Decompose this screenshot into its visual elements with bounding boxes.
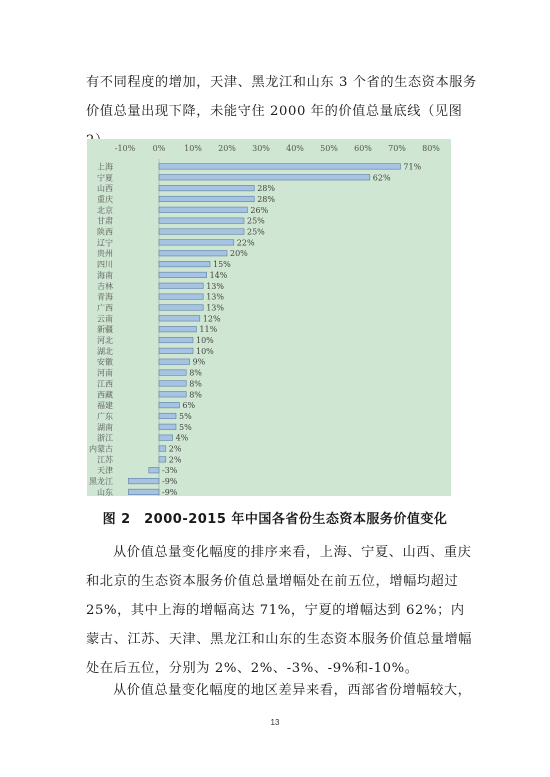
data-label: 20% — [230, 249, 248, 259]
body-paragraph-1: 从价值总量变化幅度的排序来看，上海、宁夏、山西、重庆和北京的生态资本服务价值总量增幅处在前五位，增幅均超过 25%，其中上海的增幅高达 71%，宁夏的增幅达到 62%；内蒙古、江苏、天津、黑龙江和山东的生态资本服务价值总量增幅处在后五位，分别为 2%、2%、-3%、-9%和-10%。 — [86, 545, 473, 676]
category-label: 福建 — [97, 401, 113, 411]
bar — [159, 185, 254, 191]
data-label: 2% — [168, 444, 182, 454]
x-tick-label: 70% — [388, 144, 406, 153]
category-label: 海南 — [97, 270, 113, 280]
category-label: 浙江 — [97, 433, 113, 443]
data-label: 8% — [189, 368, 202, 378]
bar — [159, 305, 203, 311]
category-label: 上海 — [97, 162, 113, 172]
bar — [159, 294, 203, 300]
bar — [159, 402, 179, 408]
category-label: 河北 — [97, 336, 113, 346]
bar — [159, 446, 166, 452]
bar — [159, 413, 176, 419]
bar — [159, 348, 193, 354]
figure-caption: 图 2 2000-2015 年中国各省份生态资本服务价值变化 — [102, 512, 448, 527]
bar — [159, 207, 247, 213]
category-label: 陕西 — [97, 227, 113, 237]
data-label: 28% — [257, 194, 275, 204]
bar — [159, 370, 186, 376]
data-label: 25% — [247, 227, 265, 237]
category-label: 内蒙古 — [89, 444, 113, 454]
x-tick-label: 0% — [152, 144, 166, 153]
category-label: 西藏 — [97, 390, 113, 400]
bar — [159, 272, 207, 278]
category-label: 天津 — [97, 466, 113, 476]
bar — [159, 337, 193, 343]
bar — [159, 326, 196, 332]
category-label: 河南 — [97, 368, 113, 378]
bar-chart — [87, 139, 451, 496]
category-label: 广西 — [97, 303, 113, 313]
bar — [128, 489, 159, 495]
data-label: -9% — [162, 487, 178, 496]
data-label: 12% — [202, 314, 221, 324]
data-label: 11% — [199, 325, 218, 335]
intro-line-1: 有不同程度的增加，天津、黑龙江和山东 3 个省的生态资本服务 — [86, 75, 477, 90]
x-tick-label: 60% — [354, 144, 372, 153]
category-label: 江苏 — [97, 455, 113, 465]
data-label: 8% — [189, 379, 202, 389]
data-label: 28% — [257, 184, 275, 194]
category-label: 新疆 — [97, 325, 113, 335]
data-label: 2% — [168, 455, 182, 465]
data-label: 8% — [189, 390, 202, 400]
data-label: 4% — [175, 433, 189, 443]
bar — [159, 218, 244, 224]
data-label: 62% — [372, 173, 391, 183]
category-label: 安徽 — [97, 357, 113, 367]
category-label: 湖北 — [97, 346, 113, 356]
category-label: 黑龙江 — [89, 477, 113, 487]
data-label: 15% — [213, 260, 231, 270]
data-label: 6% — [182, 401, 196, 411]
category-label: 广东 — [97, 411, 113, 421]
data-label: 22% — [236, 238, 255, 248]
category-label: 甘肃 — [97, 216, 113, 226]
bar — [159, 457, 166, 463]
page-number: 13 — [270, 718, 280, 727]
category-label: 贵州 — [97, 249, 113, 259]
data-label: 5% — [179, 411, 192, 421]
data-label: 25% — [247, 216, 265, 226]
bar — [159, 261, 210, 267]
bar — [128, 478, 159, 484]
bar — [159, 435, 173, 441]
x-tick-label: 30% — [252, 144, 270, 153]
category-label: 江西 — [97, 379, 113, 389]
bar-chart-svg — [87, 139, 451, 496]
data-label: 26% — [250, 205, 269, 215]
data-label: 10% — [196, 336, 214, 346]
bar — [159, 175, 370, 181]
data-label: 9% — [192, 357, 206, 367]
category-label: 吉林 — [97, 281, 113, 291]
bar — [159, 250, 227, 256]
category-label: 四川 — [97, 260, 113, 270]
bar — [159, 196, 254, 202]
category-label: 北京 — [97, 205, 113, 215]
category-label: 山西 — [97, 184, 113, 194]
category-label: 重庆 — [97, 194, 113, 204]
data-label: 13% — [206, 303, 224, 313]
bar — [159, 283, 203, 289]
data-label: -3% — [162, 466, 178, 476]
bar — [149, 467, 159, 473]
intro-line-2: 价值总量出现下降，未能守住 2000 年的价值总量底线（见图 — [86, 104, 463, 119]
data-label: 13% — [206, 281, 224, 291]
body-paragraph-2: 从价值总量变化幅度的地区差异来看，西部省份增幅较大， — [113, 683, 472, 698]
category-label: 辽宁 — [97, 238, 113, 248]
bar — [159, 316, 200, 322]
x-tick-label: -10% — [114, 144, 136, 153]
bar — [159, 164, 400, 170]
data-label: -9% — [162, 477, 178, 487]
data-label: 71% — [403, 162, 422, 172]
data-label: 14% — [209, 270, 228, 280]
bar — [159, 424, 176, 430]
data-label: 10% — [196, 346, 214, 356]
x-tick-label: 10% — [184, 144, 202, 153]
x-tick-label: 40% — [286, 144, 304, 153]
x-tick-label: 20% — [218, 144, 236, 153]
x-tick-label: 80% — [422, 144, 440, 153]
category-label: 山东 — [97, 487, 113, 496]
data-label: 13% — [206, 292, 224, 302]
category-label: 宁夏 — [97, 173, 113, 183]
bar — [159, 359, 190, 365]
category-label: 湖南 — [97, 422, 113, 432]
bar — [159, 240, 234, 246]
category-label: 青海 — [97, 292, 113, 302]
bar — [159, 392, 186, 398]
category-label: 云南 — [97, 314, 113, 324]
x-tick-label: 50% — [320, 144, 338, 153]
bar — [159, 229, 244, 235]
data-label: 5% — [179, 422, 192, 432]
bar — [159, 381, 186, 387]
